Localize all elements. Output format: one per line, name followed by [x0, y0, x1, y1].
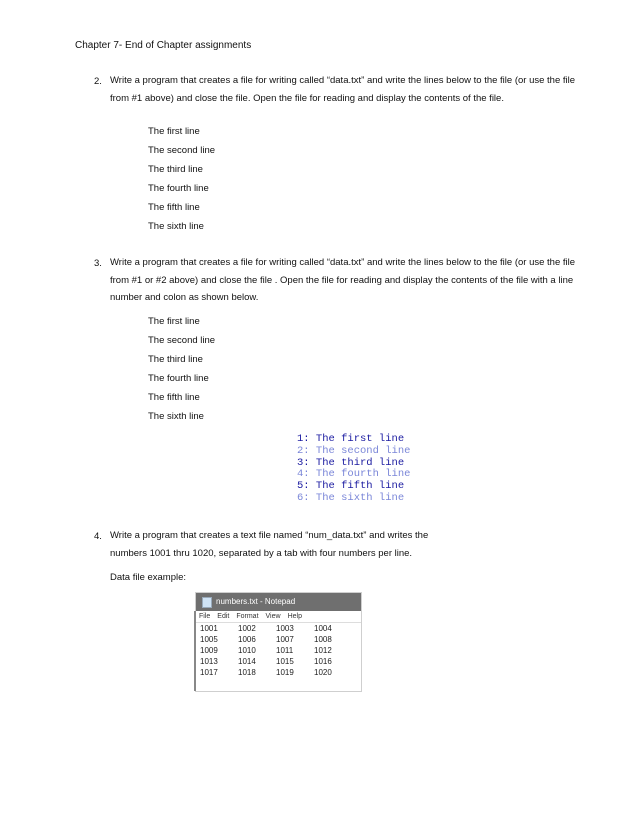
number-cell: 1009 [200, 646, 218, 655]
output-line: 3: The third line [297, 456, 405, 469]
question-4-text [110, 527, 580, 562]
number-cell: 1010 [238, 646, 256, 655]
question-4-number: 4. [94, 531, 102, 542]
line-item: The second line [148, 145, 216, 156]
line-item: The second line [148, 335, 216, 346]
numbered-output-example [297, 434, 410, 505]
line-item: The fourth line [148, 183, 209, 194]
notepad-title: numbers.txt - Notepad [216, 597, 296, 606]
notepad-content [196, 623, 361, 678]
table-row [200, 667, 361, 678]
table-row [200, 634, 361, 645]
question-3-text: Write a program that creates a file for writing called “data.txt” and write the lines below to the file (or use the file from #1 or #2 above) and close the file . Open the file for reading and display the contents of the file with a line number and colon as shown below. [110, 257, 576, 303]
number-cell: 1008 [314, 635, 332, 644]
line-item: The fourth line [148, 373, 209, 384]
table-row [200, 623, 361, 634]
menu-format: Format [236, 613, 259, 620]
number-cell: 1005 [200, 635, 218, 644]
line-item: The sixth line [148, 221, 204, 232]
number-cell: 1019 [276, 668, 294, 677]
menu-edit: Edit [217, 613, 230, 620]
number-cell: 1006 [238, 635, 256, 644]
line-item: The third line [148, 164, 203, 175]
table-row [200, 656, 361, 667]
line-item: The first line [148, 126, 200, 137]
menu-view: View [265, 613, 281, 620]
question-3-lines [148, 312, 215, 426]
number-cell: 1017 [200, 668, 218, 677]
notepad-titlebar [196, 593, 361, 611]
table-row [200, 645, 361, 656]
data-file-example-label: Data file example: [110, 572, 187, 583]
number-cell: 1003 [276, 624, 294, 633]
line-item: The sixth line [148, 411, 204, 422]
notepad-window [195, 592, 362, 692]
number-cell: 1014 [238, 657, 256, 666]
line-item: The third line [148, 354, 203, 365]
window-edge [194, 611, 196, 691]
number-cell: 1018 [238, 668, 256, 677]
menu-help: Help [287, 613, 302, 620]
line-item: The fifth line [148, 392, 200, 403]
number-cell: 1015 [276, 657, 294, 666]
question-2-text: Write a program that creates a file for writing called “data.txt” and write the lines below to the file (or use the file from #1 above) and close the file. Open the file for reading and display the contents of the file. [110, 75, 576, 104]
output-line: 6: The sixth line [297, 491, 405, 504]
question-2-lines [148, 122, 215, 236]
number-cell: 1007 [276, 635, 294, 644]
question-4-text-line: Write a program that creates a text file named “num_data.txt” and writes the [110, 530, 429, 541]
output-line: 5: The fifth line [297, 480, 405, 493]
output-line: 2: The second line [297, 444, 411, 457]
output-line: 1: The first line [297, 433, 405, 445]
number-cell: 1001 [200, 624, 218, 633]
number-cell: 1020 [314, 668, 332, 677]
notepad-menubar [196, 611, 361, 623]
question-3-number: 3. [94, 258, 102, 269]
number-cell: 1013 [200, 657, 218, 666]
number-cell: 1004 [314, 624, 332, 633]
line-item: The fifth line [148, 202, 200, 213]
question-2-number: 2. [94, 76, 102, 87]
notepad-icon [202, 597, 212, 608]
number-cell: 1012 [314, 646, 332, 655]
question-4-text-line: numbers 1001 thru 1020, separated by a tab with four numbers per line. [110, 547, 413, 559]
page-header: Chapter 7- End of Chapter assignments [75, 40, 252, 51]
output-line: 4: The fourth line [297, 468, 411, 481]
line-item: The first line [148, 316, 200, 327]
menu-file: File [199, 613, 211, 620]
number-cell: 1011 [276, 646, 294, 655]
number-cell: 1002 [238, 624, 256, 633]
number-cell: 1016 [314, 657, 332, 666]
